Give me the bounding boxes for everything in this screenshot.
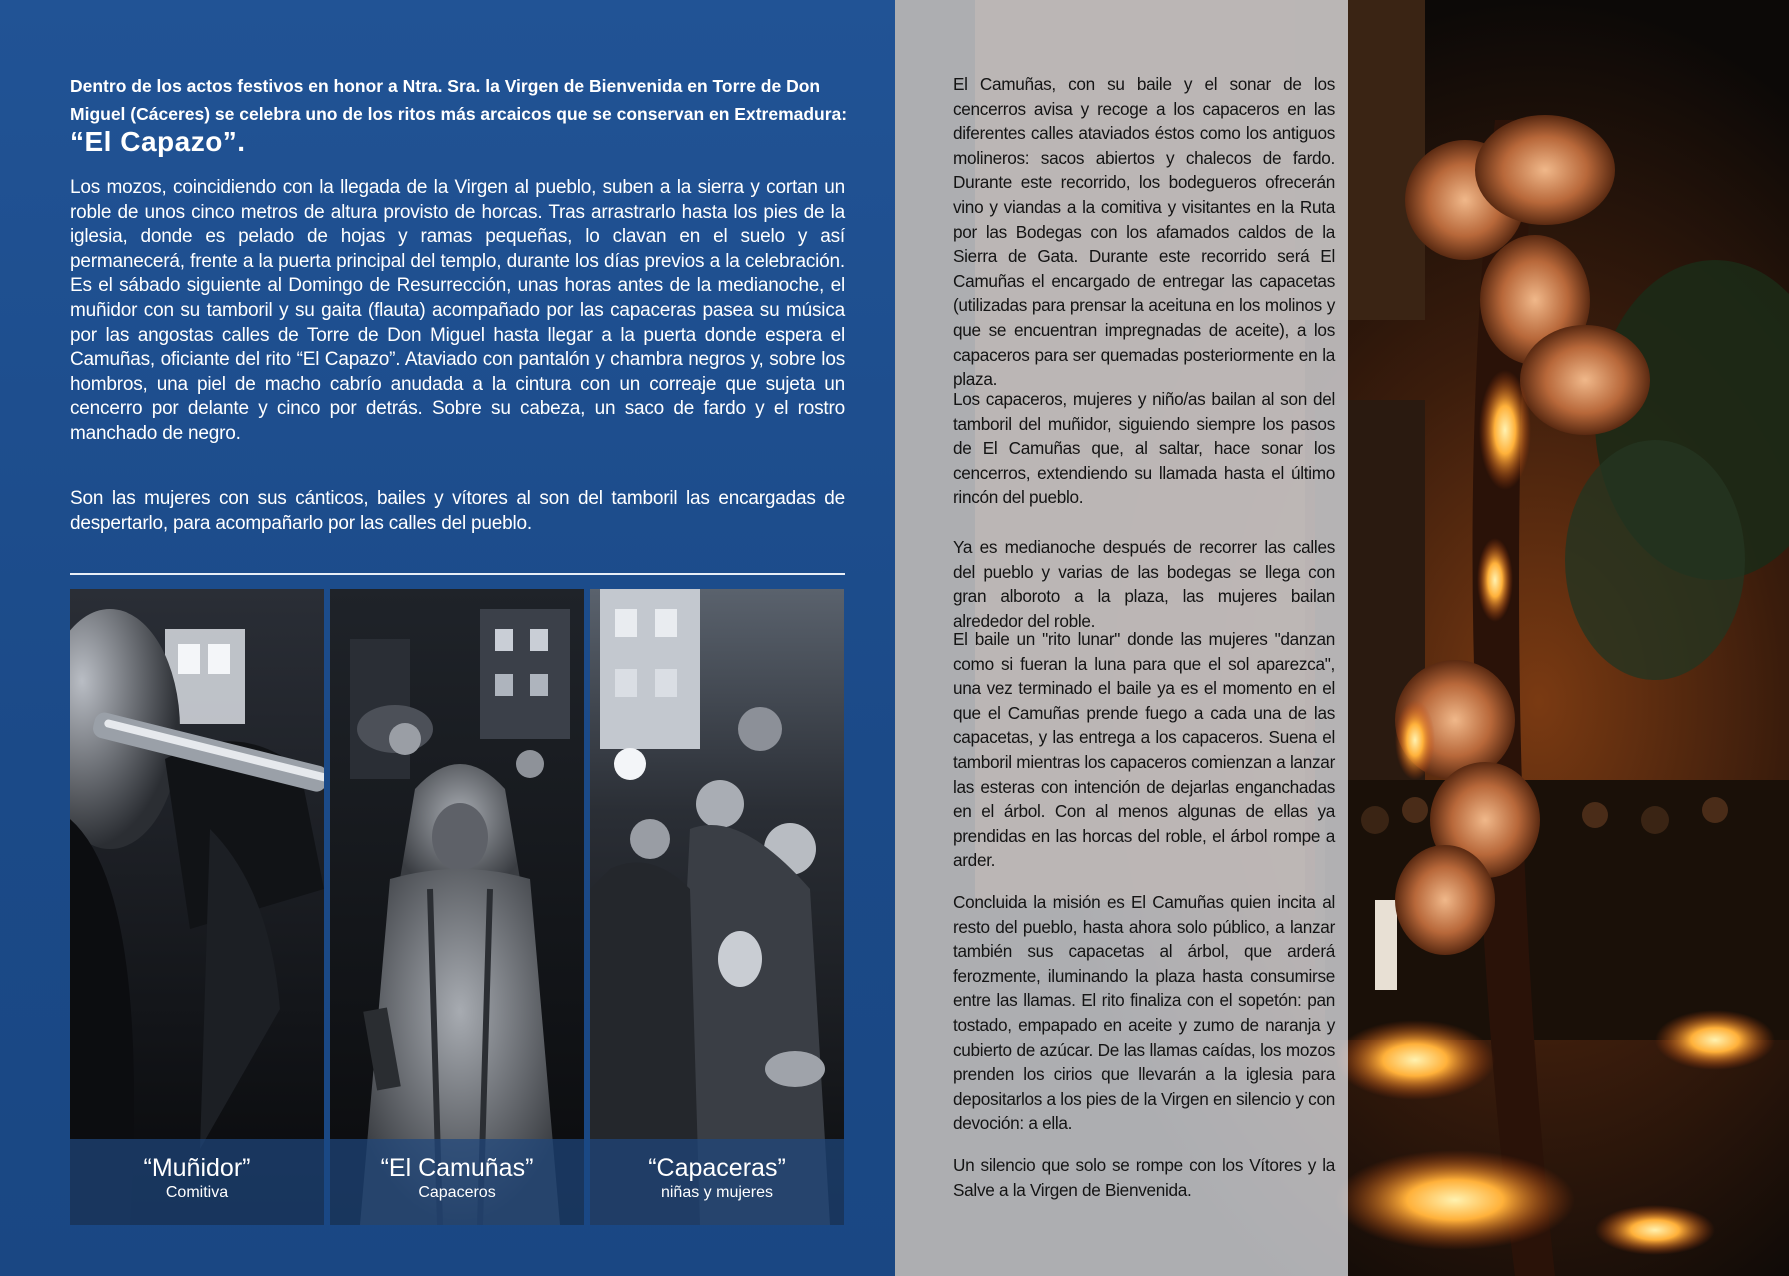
right-paragraph: Los capaceros, mujeres y niño/as bailan al son del tamboril del muñidor, siguiendo siempre los pasos de El Camuñas que, al saltar, hace sonar los cencerros, extendiendo su llamada hasta el último rincón del pueblo. <box>953 389 1335 508</box>
caption-subtitle: Comitiva <box>165 1184 229 1201</box>
photo-camunas-image <box>330 589 584 1225</box>
photo-munidor <box>70 589 324 1225</box>
caption-subtitle: niñas y mujeres <box>660 1184 774 1201</box>
right-paragraph: Concluida la misión es El Camuñas quien incita al resto del pueblo, hasta ahora solo público, a lanzar también sus capacetas al árbol, que arderá ferozmente, iluminando la plaza hasta consumirse entre las llamas. El rito finaliza con el sopetón: pan tostado, empapado en aceite y zumo de naranja y cubierto de azúcar. De las llamas caídas, los mozos prenden los cirios que llevarán a la iglesia para depositarlos a los pies de la Virgen en silencio y con devoción: a ella. <box>953 892 1335 1134</box>
intro-text <box>70 72 850 159</box>
left-paragraph: Son las mujeres con sus cánticos, bailes y vítores al son del tamboril las encargadas de despertarlo, para acompañarlo por las calles del pueblo. <box>70 488 845 534</box>
right-panel <box>895 0 1789 1276</box>
intro-highlight: “El Capazo”. <box>70 126 246 157</box>
photo-munidor-caption <box>70 1139 324 1225</box>
right-paragraph: El Camuñas, con su baile y el sonar de los cencerros avisa y recoge a los capaceros en las diferentes calles ataviados éstos como los antiguos molineros: sacos abiertos y chalecos de fardo. Durante este recorrido, los bodegueros ofrecerán vino y viandas a la comitiva y visitantes en la Ruta por las Bodegas con los afamados caldos de la Sierra de Gata. Durante este recorrido será El Camuñas el encargado de entregar las capacetas (utilizadas para prensar la aceituna en los molinos y que se encuentran impregnadas de aceite), a los capaceros para ser quemadas posteriormente en la plaza. <box>953 74 1335 390</box>
photo-capaceras <box>590 589 844 1225</box>
right-paragraph: El baile un "rito lunar" donde las mujeres "danzan como si fueran la luna para que el sol aparezca", una vez terminado el baile ya es el momento en el que el Camuñas prende fuego a cada una de las capacetas, y las entrega a los capaceros. Suena el tamboril mientras los capaceros comienzan a lanzar las esteras con intención de dejarlas enganchadas en el árbol. Con al menos algunas de ellas ya prendidas en las horcas del roble, el árbol rompe a arder. <box>953 629 1335 871</box>
photo-capaceras-image <box>590 589 844 1225</box>
caption-title: “Capaceras” <box>648 1154 786 1182</box>
photo-capaceras-caption <box>590 1139 844 1225</box>
photo-camunas-caption <box>330 1139 584 1225</box>
photo-camunas <box>330 589 584 1225</box>
intro-line: Dentro de los actos festivos en honor a Ntra. Sra. la Virgen de Bienvenida en Torre de Don Miguel (Cáceres) se celebra uno de los ritos más arcaicos que se conservan en Extremadura: <box>70 76 848 124</box>
divider <box>70 573 845 575</box>
right-paragraph: Un silencio que solo se rompe con los Vítores y la Salve a la Virgen de Bienvenida. <box>953 1155 1335 1200</box>
caption-subtitle: Capaceros <box>418 1184 496 1201</box>
photo-munidor-image <box>70 589 324 1225</box>
caption-title: “Muñidor” <box>143 1154 251 1182</box>
caption-title: “El Camuñas” <box>380 1154 534 1182</box>
right-paragraph: Ya es medianoche después de recorrer las calles del pueblo y varias de las bodegas se llega con gran alboroto a la plaza, las mujeres bailan alrededor del roble. <box>953 537 1335 631</box>
left-paragraph: Los mozos, coincidiendo con la llegada de la Virgen al pueblo, suben a la sierra y cortan un roble de unos cinco metros de altura provisto de horcas. Tras arrastrarlo hasta los pies de la iglesia, donde es pelado de hojas y ramas pequeñas, lo clavan en el suelo y así permanecerá, frente a la puerta principal del templo, durante los días previos a la celebración. Es el sábado siguiente al Domingo de Resurrección, unas horas antes de la medianoche, el muñidor con su tamboril y su gaita (flauta) acompañado por las capaceras pasea su música por las angostas calles de Torre de Don Miguel hasta llegar a la puerta donde espera el Camuñas, oficiante del rito “El Capazo”. Ataviado con pantalón y chambra negros y, sobre los hombros, una piel de macho cabrío anudada a la cintura con un correaje que sujeta un cencerro por delante y cinco por detrás. Sobre su cabeza, un saco de fardo y el rostro manchado de negro. <box>70 177 845 444</box>
